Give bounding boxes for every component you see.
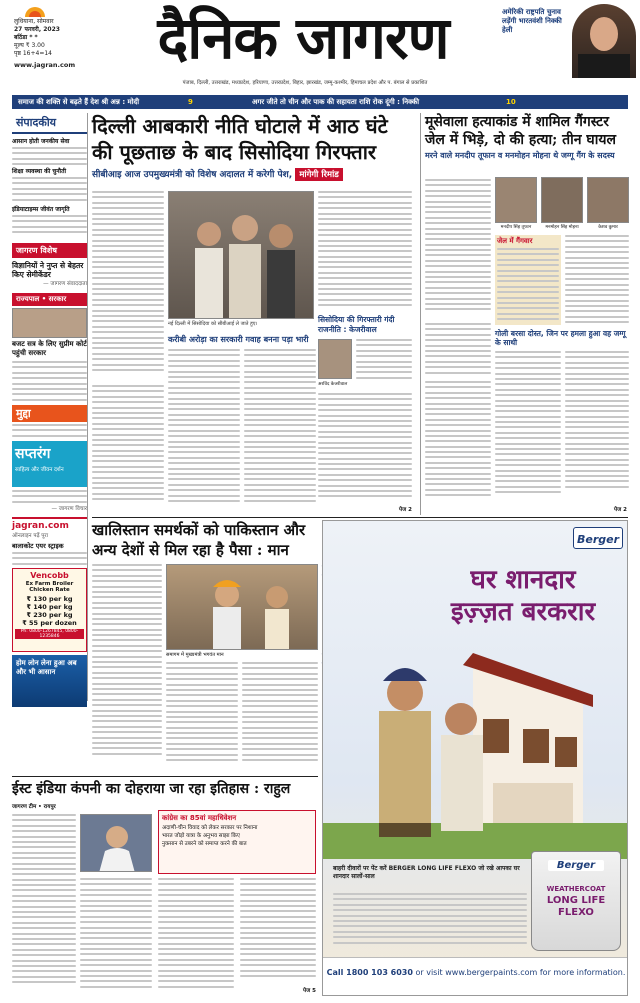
rajyapal-photo <box>12 308 87 338</box>
jagran-com-sub: ऑनलाइन पढ़ें पूरा <box>12 533 49 539</box>
divider-mid <box>92 517 628 518</box>
jagran-com-head[interactable]: बालाकोट एयर स्ट्राइक <box>12 542 64 550</box>
saptrang-sub: साहित्य और जीवन दर्शन <box>15 467 64 473</box>
rahul-byline: जागरण टीम • रायपुर <box>12 804 56 810</box>
lead-story <box>92 113 412 515</box>
website[interactable]: www.jagran.com <box>14 61 76 69</box>
congress-item-1: अदाणी-चीन विवाद को लेकर सरकार पर निशाना <box>162 825 258 831</box>
rahul-continued[interactable]: पेज 5 <box>303 988 316 994</box>
moosewala-col-c <box>565 351 629 501</box>
editions-line: पंजाब, दिल्ली, उत्तराखंड, मध्यप्रदेश, हरियाणा, उत्तरप्रदेश, बिहार, झारखंड, जम्मू-कश्मीर, हिमाचल प्रदेश और प. बंगाल से प्रकाशित <box>182 80 428 86</box>
vencobb-ad[interactable] <box>12 568 87 652</box>
berger-footer <box>323 957 628 996</box>
edition-info <box>14 18 94 69</box>
editorial-item-1[interactable]: आसान होती जनकीय सेवा <box>12 138 70 145</box>
lead-subhead-row <box>92 167 412 181</box>
nikki-haley-photo <box>572 4 636 78</box>
lead-continued[interactable]: पेज 2 <box>399 507 412 513</box>
berger-bucket <box>531 851 621 951</box>
moosewala-col-1b <box>425 323 491 377</box>
khalistan-caption: समागम में मुख्यमंत्री भगवंत मान <box>166 652 224 658</box>
bucket-product-2: LONG LIFE FLEXO <box>546 895 606 918</box>
divider-bottom <box>12 776 318 777</box>
rahul-col-1 <box>12 814 76 998</box>
teaser-bar <box>12 95 628 109</box>
saptrang-label: सप्तरंग <box>15 446 51 462</box>
jagran-vishesh-label: जागरण विशेष <box>12 243 87 258</box>
rahul-col-3 <box>158 878 234 998</box>
moosewala-col-3 <box>565 235 629 325</box>
congress-item-2: भारत जोड़ो यात्रा के अनुभव साझा किए <box>162 833 240 839</box>
sub3-head[interactable]: सिसोदिया की गिरफ्तारी गंदी राजनीति : केजरीवाल <box>318 315 395 334</box>
jagran-com-text: jagran.com <box>12 521 69 531</box>
berger-visit[interactable]: or visit www.bergerpaints.com for more information. <box>415 968 626 977</box>
gangster-photo-2 <box>541 177 583 223</box>
gangster-label-3: केशव कुमार <box>598 225 618 230</box>
rahul-story <box>12 780 318 998</box>
jagran-com-box[interactable] <box>12 517 87 566</box>
khalistan-headline[interactable]: खालिस्तान समर्थकों को पाकिस्तान और अन्य देशों से मिल रहा है पैसा : मान <box>92 521 306 559</box>
congress-item-3: नुकसान से उबरने को समाप्त करने की बात <box>162 841 247 847</box>
khalistan-photo <box>166 564 318 650</box>
kejriwal-caption: अरविंद केजरीवाल <box>318 382 348 387</box>
edition: बठिंडा * * <box>14 34 38 41</box>
gangster-label-1: मनदीप सिंह तूफान <box>500 225 532 230</box>
price: मूल्य ₹ 3.00 <box>14 42 45 49</box>
moosewala-col-b <box>495 351 561 505</box>
mudda-label: मुद्दा <box>12 405 87 422</box>
khalistan-col-2 <box>166 662 238 772</box>
kejriwal-photo <box>318 339 352 379</box>
congress-box <box>158 810 316 874</box>
sidebar <box>12 113 88 701</box>
editorial-label: संपादकीय <box>12 113 87 134</box>
pages: पृष्ठ 16+4=14 <box>14 50 52 57</box>
moosewala-box2-head[interactable]: गोली बरसा दोस्त, जिन पर हमला हुआ वह जग्गू के साथी <box>495 329 626 347</box>
sub3-text <box>318 393 412 503</box>
moosewala-col-a <box>425 381 491 505</box>
jail-box-head: जेल में गैंगवार <box>497 237 533 245</box>
moosewala-continued[interactable]: पेज 2 <box>614 507 627 513</box>
berger-logo-top <box>573 527 623 549</box>
ad-price-4: ₹ 55 per dozen <box>22 619 77 627</box>
sun-logo-icon <box>24 3 46 16</box>
lead-photo <box>168 191 314 319</box>
teaser-left-page: 9 <box>188 98 193 106</box>
rajyapal-label: राज्यपाल • सरकार <box>12 293 87 306</box>
kejriwal-text <box>356 339 412 383</box>
lead-col-1 <box>92 191 164 381</box>
lead-subhead: सीबीआइ आज उपमुख्यमंत्री को विशेष अदालत में करेगी पेश, <box>92 170 293 180</box>
khalistan-story <box>92 520 318 772</box>
editorial-item-2[interactable]: शिक्षा व्यवस्था की चुनौती <box>12 168 67 175</box>
khalistan-col-3 <box>242 662 318 772</box>
lead-subhead-tag: मांगेगी रिमांड <box>295 168 343 181</box>
vishesh-byline: — जागरण संवाददाता <box>43 281 87 287</box>
berger-house-illustration <box>323 633 628 859</box>
rahul-col-4 <box>240 878 316 988</box>
saptrang-byline: — जागरण विचार <box>51 506 87 512</box>
city-date: लुधियाना, सोमवार <box>14 18 54 25</box>
berger-call[interactable]: Call 1800 103 6030 <box>326 968 413 977</box>
berger-headline-1: घर शानदार <box>470 565 576 595</box>
berger-body: बाहरी दीवारों पर पेंट करें BERGER LONG LIFE FLEXO जो रखे आपका घर शानदार सालों-साल <box>333 865 520 880</box>
ad-price-1: ₹ 130 per kg <box>26 595 73 603</box>
vishesh-head[interactable]: विज्ञानियों ने नुप्त से बेहतर किए सेमीकेंडर <box>12 261 84 279</box>
congress-box-head: कांग्रेस का 85वां महाधिवेशन <box>162 814 237 822</box>
berger-headline-2: इज़्ज़त बरकरार <box>450 597 596 627</box>
ad-price-3: ₹ 230 per kg <box>26 611 73 619</box>
rahul-headline[interactable]: ईस्ट इंडिया कंपनी का दोहराया जा रहा इतिहास : राहुल <box>12 781 291 797</box>
homeloan-head: होम लोन लेना हुआ अब और भी आसान <box>16 659 77 676</box>
bucket-logo: Berger <box>548 860 604 871</box>
promo-text: अमेरिकी राष्ट्रपति चुनाव लड़ेंगी भारतवंशी निक्की हेली <box>502 8 562 34</box>
sub2-text-b <box>244 349 316 509</box>
teaser-left[interactable]: समाज की शक्ति से बढ़ते हैं देश श्री अन्न : मोदी <box>18 98 140 106</box>
masthead-title: दैनिक जागरण <box>157 4 449 72</box>
promo-right <box>502 4 638 78</box>
ad-phone: Ph: 0800-1267845, 0800-1235846 <box>15 629 84 639</box>
saptrang-box[interactable] <box>12 441 87 487</box>
lead-headline[interactable]: दिल्ली आबकारी नीति घोटाले में आठ घंटे की पूछताछ के बाद सिसोदिया गिरफ्तार <box>92 114 388 164</box>
berger-logo-text: Berger <box>576 533 620 546</box>
ad-brand: Vencobb <box>30 571 69 580</box>
ad-price-2: ₹ 140 per kg <box>26 603 73 611</box>
date: 27 फरवरी, 2023 <box>14 26 60 33</box>
teaser-right-page: 10 <box>506 98 516 106</box>
moosewala-subhead: मरने वाले मनदीप तूफान व मनमोहन मोहना थे जग्गू गैंग के सदस्य <box>425 151 615 160</box>
ad-title: Ex Farm Broiler Chicken Rate <box>25 581 74 593</box>
moosewala-col-1 <box>425 179 491 319</box>
masthead <box>0 0 640 95</box>
rajyapal-head[interactable]: बजट सत्र के लिए सुप्रीम कोर्ट पहुंची सरकार <box>12 340 87 357</box>
moosewala-headline[interactable]: मूसेवाला हत्याकांड में शामिल गैंगस्टर जेल में भिड़े, दो की हत्या; तीन घायल <box>425 114 616 148</box>
sub2-head[interactable]: करीबी अरोड़ा का सरकारी गवाह बनना पड़ा भारी <box>168 335 309 344</box>
khalistan-col-1 <box>92 564 162 772</box>
jagran-com-label <box>12 521 87 531</box>
gangster-label-2: मनमोहन सिंह मोहना <box>545 225 579 230</box>
rahul-col-2 <box>80 878 152 998</box>
lead-col-1b <box>92 385 164 509</box>
berger-ad[interactable] <box>322 520 628 996</box>
lead-photo-caption: नई दिल्ली में सिसोदिया को सीबीआई ले जाते हुए। <box>168 321 258 327</box>
bucket-product-1: WEATHERCOAT <box>546 885 606 893</box>
gangster-photo-1 <box>495 177 537 223</box>
gangster-photo-3 <box>587 177 629 223</box>
sub2-text-a <box>168 349 240 509</box>
jail-box <box>495 235 561 325</box>
berger-fine-print <box>333 893 527 945</box>
editorial-item-3[interactable]: इंडियाटाइम्स जीवंत जागृति <box>12 206 70 213</box>
lead-col-right <box>318 191 412 313</box>
rahul-photo <box>80 814 152 872</box>
teaser-right[interactable]: अगर जीते तो चीन और पाक की सहायता राशि रोक दूंगी : निक्की <box>252 98 420 106</box>
moosewala-story <box>420 113 628 515</box>
homeloan-ad[interactable] <box>12 655 87 707</box>
gangster-photos <box>495 177 629 231</box>
